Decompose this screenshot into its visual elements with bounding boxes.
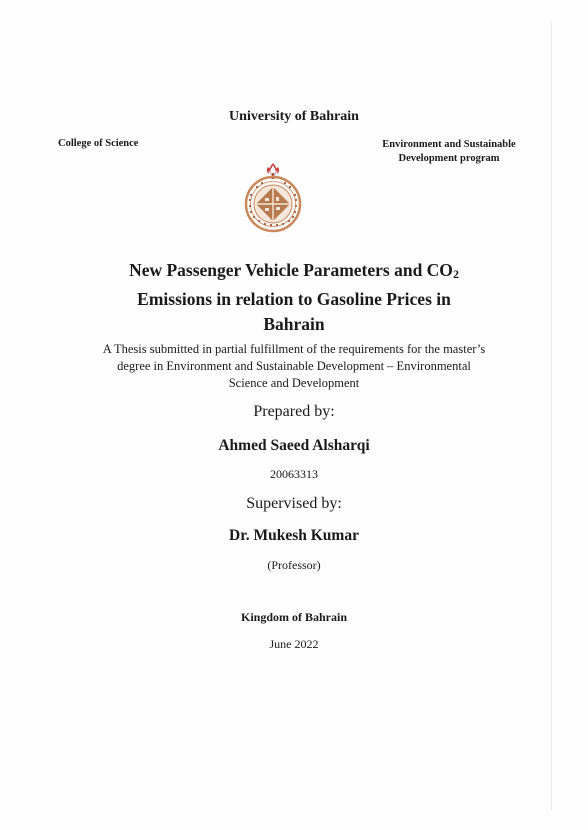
submission-date: June 2022: [269, 637, 319, 651]
supervisor-name: Dr. Mukesh Kumar: [229, 527, 359, 544]
title-line-3: Bahrain: [263, 314, 325, 334]
title-line-1: [60, 258, 528, 287]
program-name-line2: Development program: [398, 153, 500, 164]
author-name: Ahmed Saeed Alsharqi: [218, 437, 370, 454]
supervisor-rank: (Professor): [267, 558, 321, 572]
thesis-title: [60, 258, 528, 337]
statement-line-3: Science and Development: [228, 376, 360, 390]
thesis-statement: [60, 341, 528, 392]
university-name: University of Bahrain: [229, 109, 359, 124]
student-id: 20063313: [270, 467, 318, 481]
country-name: Kingdom of Bahrain: [240, 610, 348, 624]
title-line-1-text: New Passenger Vehicle Parameters and CO: [129, 260, 453, 280]
title-line-2: Emissions in relation to Gasoline Prices in: [137, 289, 451, 309]
statement-line-2: degree in Environment and Sustainable Development – Environmental: [117, 359, 471, 373]
prepared-by-label: Prepared by:: [253, 403, 335, 420]
title-subscript: 2: [452, 267, 459, 281]
college-name: College of Science: [58, 138, 139, 149]
supervised-by-label: Supervised by:: [246, 495, 342, 512]
program-name-line1: Environment and Sustainable: [382, 139, 516, 150]
program-name: [369, 138, 529, 166]
university-seal-icon: [238, 161, 308, 233]
statement-line-1: A Thesis submitted in partial fulfillment of the requirements for the master’s: [102, 342, 486, 356]
